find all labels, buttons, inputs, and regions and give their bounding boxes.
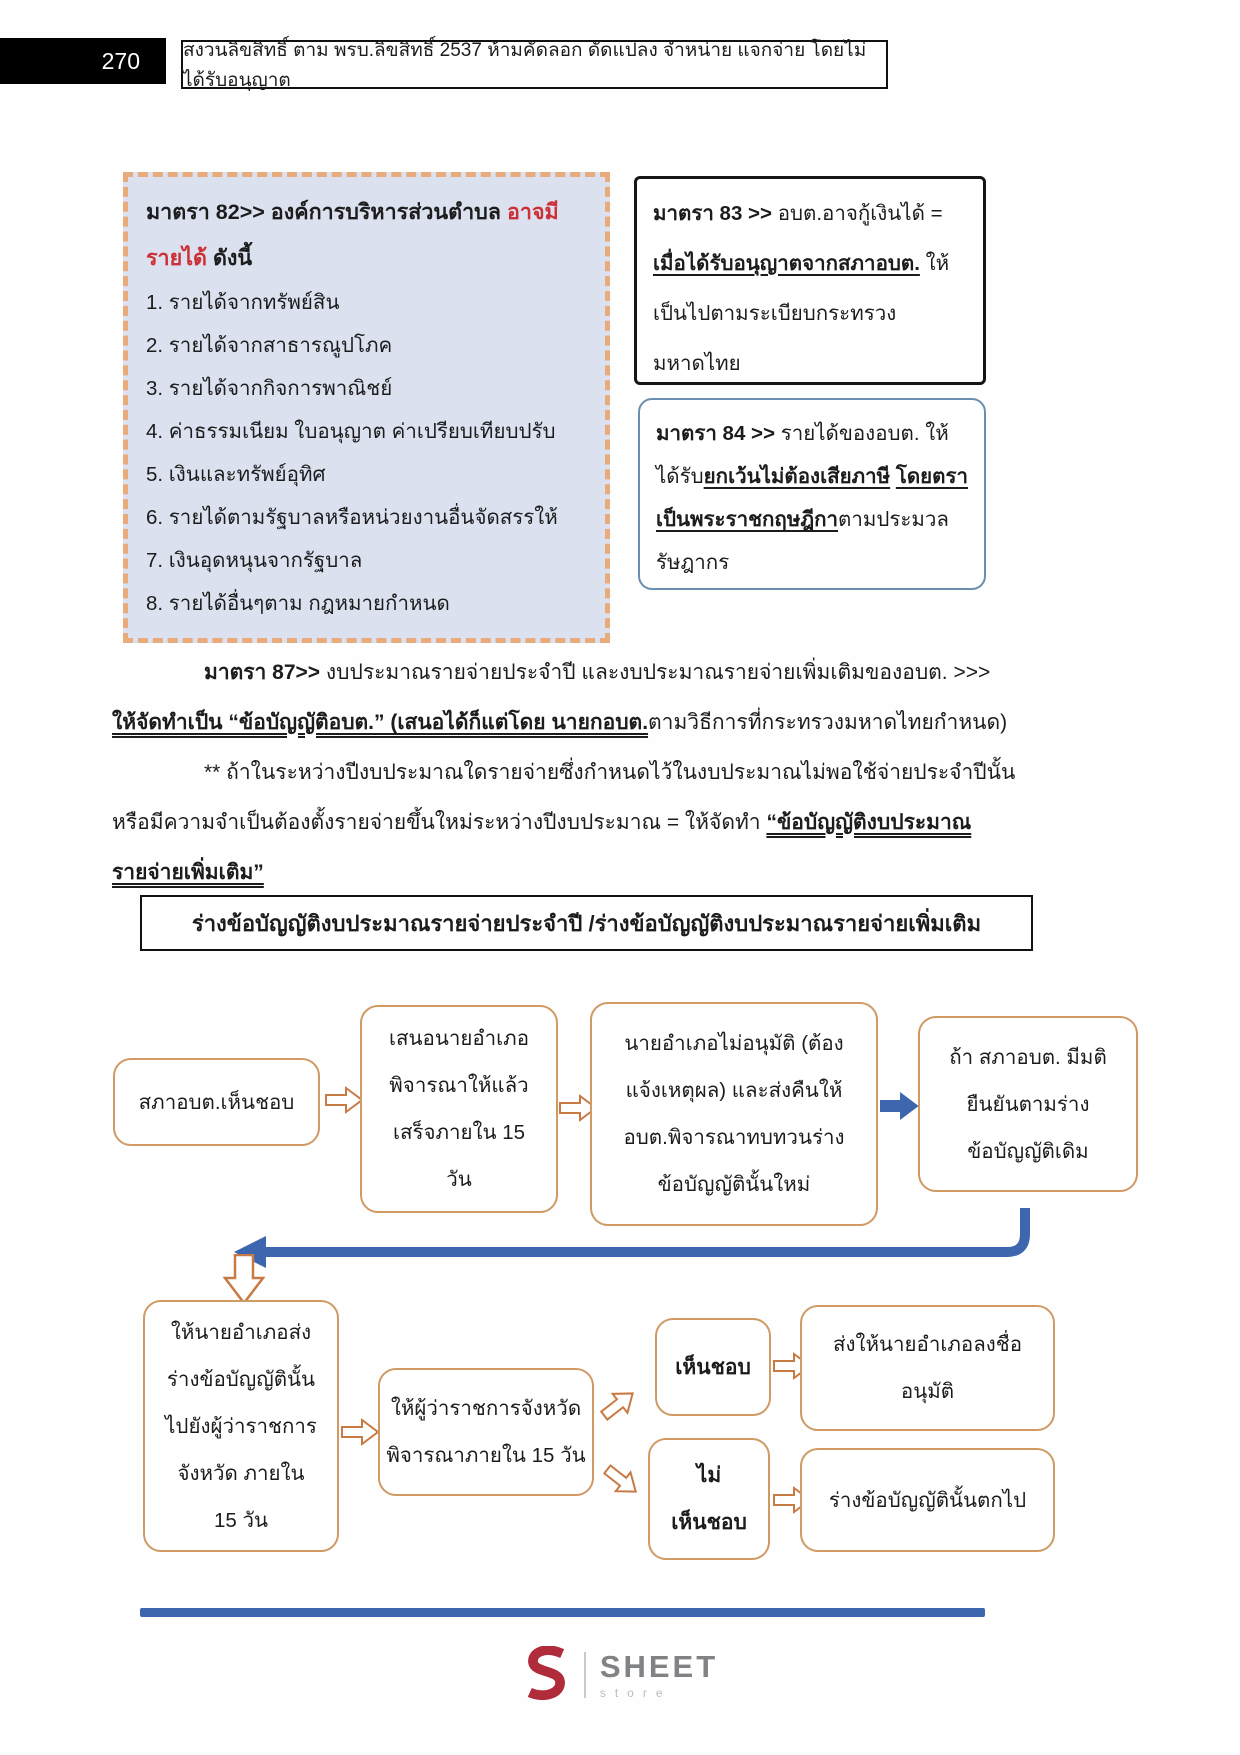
flow-step-line: ข้อบัญญัติเดิม: [967, 1139, 1089, 1163]
list-item: 2. รายได้จากสาธารณูปโภค: [146, 334, 393, 357]
copyright-notice-box: [181, 40, 888, 89]
section-83-text: อบต.อาจกู้เงินได้ =: [772, 202, 943, 225]
list-item: 5. เงินและทรัพย์อุทิศ: [146, 463, 326, 486]
flow-step-line: เสร็จภายใน 15: [392, 1121, 526, 1144]
flow-step-line: เสนอนายอำเภอ: [388, 1027, 530, 1050]
list-item: 6. รายได้ตามรัฐบาลหรือหน่วยงานอื่นจัดสรรให้: [146, 506, 558, 529]
section-87-heading: มาตรา 87>>: [204, 661, 321, 684]
flow-step-label: สภาอบต.เห็นชอบ: [138, 1090, 295, 1114]
paragraph-line: [112, 748, 1136, 798]
page-number: 270: [101, 47, 140, 74]
flow-step-line: แจ้งเหตุผล) และส่งคืนให้: [625, 1079, 843, 1102]
return-connector-arrow: [230, 1200, 1040, 1270]
flow-step-line: เห็นชอบ: [671, 1511, 747, 1534]
list-item: 1. รายได้จากทรัพย์สิน: [146, 291, 340, 314]
arrow-up-right-icon: [594, 1381, 646, 1432]
section-84-emphasis-1: ยกเว้นไม่ต้องเสียภาษี: [703, 465, 891, 488]
flow-step-governor-consider: [378, 1368, 594, 1496]
list-item: 3. รายได้จากกิจการพาณิชย์: [146, 377, 393, 400]
flow-step-label: เห็นชอบ: [675, 1355, 751, 1379]
section-87-text-2: ตามวิธีการที่กระทรวงมหาดไทยกำหนด): [648, 711, 1008, 734]
logo-separator: [584, 1652, 586, 1698]
footer-divider: [140, 1608, 985, 1617]
section-82-panel: [123, 172, 610, 643]
section-87-emphasis-2: “ข้อบัญญัติงบประมาณ: [766, 811, 972, 834]
flow-step-council-reaffirm: [918, 1016, 1138, 1192]
flow-step-line: อนุมัติ: [900, 1380, 955, 1403]
section-82-title: [146, 189, 587, 281]
section-87-paragraph: [112, 648, 1136, 898]
flow-step-line: พิจารณาให้แล้ว: [389, 1074, 529, 1097]
arrow-right-icon: [340, 1418, 380, 1451]
section-83-text-2: ให้เป็นไปตามระเบียบกระทรวงมหาดไทย: [653, 252, 950, 375]
section-84-heading: มาตรา 84 >>: [656, 422, 775, 445]
section-83-emphasis: เมื่อได้รับอนุญาตจากสภาอบต.: [653, 252, 920, 275]
paragraph-line: [112, 798, 1136, 848]
flow-step-label: ร่างข้อบัญญัตินั้นตกไป: [828, 1488, 1027, 1512]
flow-step-council-approve: [113, 1058, 320, 1146]
flowchart-title-box: [140, 895, 1033, 951]
section-82-title-suffix: ดังนี้: [207, 246, 253, 270]
brand-name: SHEET: [599, 1648, 719, 1684]
brand-subtitle: store: [599, 1685, 672, 1700]
flow-step-line: ให้นายอำเภอส่ง: [170, 1320, 312, 1344]
flow-step-line: ให้ผู้ว่าราชการจังหวัด: [390, 1397, 582, 1420]
sheet-store-logo: [460, 1632, 780, 1718]
paragraph-line: [112, 648, 1136, 698]
flowchart-title: ร่างข้อบัญญัติงบประมาณรายจ่ายประจำปี /ร่างข้อบัญญัติงบประมาณรายจ่ายเพิ่มเติม: [191, 910, 982, 936]
sheet-logo-icon: [522, 1646, 570, 1705]
list-item: 4. ค่าธรรมเนียม ใบอนุญาต ค่าเปรียบเทียบปรับ: [146, 420, 556, 443]
flow-step-line: ร่างข้อบัญญัตินั้น: [166, 1367, 316, 1391]
section-87-emphasis-3: รายจ่ายเพิ่มเติม”: [112, 861, 264, 884]
arrow-down-right-icon: [594, 1457, 646, 1508]
flow-step-line: ไปยังผู้ว่าราชการ: [165, 1414, 317, 1438]
flow-step-line: ไม่: [696, 1464, 722, 1487]
section-87-text: งบประมาณรายจ่ายประจำปี และงบประมาณรายจ่ายเพิ่มเติมของอบต. >>>: [320, 661, 991, 684]
section-82-title-highlight: อาจมีรายได้: [146, 200, 559, 270]
flow-decision-approve: [655, 1318, 771, 1416]
flow-step-line: ส่งให้นายอำเภอลงชื่อ: [832, 1333, 1023, 1356]
section-87-emphasis: ให้จัดทำเป็น “ข้อบัญญัติอบต.” (เสนอได้ก็แต่โดย นายกอบต.: [112, 711, 649, 734]
flow-step-line: พิจารณาภายใน 15 วัน: [386, 1444, 586, 1467]
list-item: 8. รายได้อื่นๆตาม กฎหมายกำหนด: [146, 592, 450, 615]
paragraph-line: [112, 848, 1136, 898]
copyright-text: สงวนลิขสิทธิ์ ตาม พรบ.ลิขสิทธิ์ 2537 ห้ามคัดลอก ดัดแปลง จำหน่าย แจกจ่าย โดยไม่ได้รับอนุญาต: [183, 39, 867, 91]
arrow-right-solid-icon: [879, 1092, 919, 1125]
flow-step-chief-send-governor: [143, 1300, 339, 1552]
flow-step-line: ข้อบัญญัตินั้นใหม่: [657, 1173, 811, 1196]
flow-step-line: 15 วัน: [213, 1508, 269, 1532]
flow-step-line: จังหวัด ภายใน: [177, 1461, 305, 1485]
section-87-note: ** ถ้าในระหว่างปีงบประมาณใดรายจ่ายซึ่งกำหนดไว้ในงบประมาณไม่พอใช้จ่ายประจำปีนั้น: [204, 761, 1016, 784]
section-83-heading: มาตรา 83 >>: [653, 202, 772, 225]
flow-step-chief-not-approve: [590, 1002, 878, 1226]
flow-step-line: วัน: [446, 1168, 472, 1191]
section-87-text-3: หรือมีความจำเป็นต้องตั้งรายจ่ายขึ้นใหม่ระหว่างปีงบประมาณ = ให้จัดทำ: [112, 811, 767, 834]
page-number-box: [0, 38, 166, 84]
section-84-text-2: ตามประมวลรัษฎากร: [656, 508, 949, 574]
flow-decision-reject: [648, 1438, 770, 1560]
flow-step-line: ยืนยันตามร่าง: [966, 1092, 1090, 1116]
arrow-right-icon: [324, 1086, 364, 1119]
flow-step-line: อบต.พิจารณาทบทวนร่าง: [623, 1126, 845, 1149]
flow-result-draft-dropped: [800, 1448, 1055, 1552]
flow-step-line: นายอำเภอไม่อนุมัติ (ต้อง: [624, 1032, 844, 1055]
section-84-text: รายได้ของอบต. ให้ได้รับ: [656, 422, 949, 488]
paragraph-line: [112, 698, 1136, 748]
flow-step-line: ถ้า สภาอบต. มีมติ: [949, 1045, 1107, 1069]
flow-step-submit-district-chief: [360, 1005, 558, 1213]
section-84-panel: [638, 398, 986, 590]
section-82-title-prefix: มาตรา 82>> องค์การบริหารส่วนตำบล: [146, 200, 507, 224]
section-83-panel: [634, 176, 986, 385]
section-84-emphasis-2: โดยตราเป็นพระราชกฤษฎีกา: [656, 465, 969, 531]
flow-result-chief-sign: [800, 1305, 1055, 1431]
list-item: 7. เงินอุดหนุนจากรัฐบาล: [146, 549, 363, 572]
